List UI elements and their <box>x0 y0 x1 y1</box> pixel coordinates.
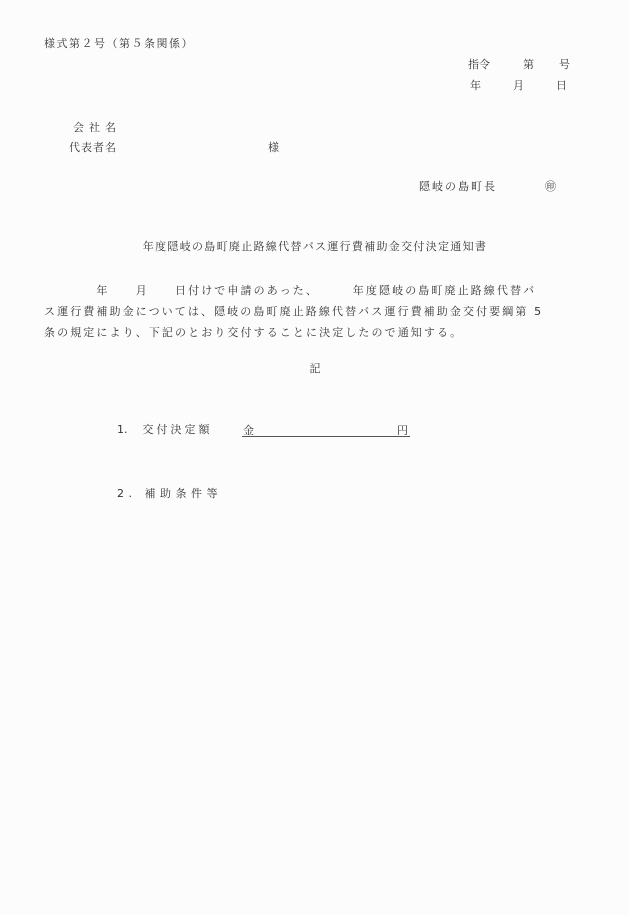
month-label: 月 <box>513 79 524 92</box>
grant-amount-field[interactable] <box>242 420 410 437</box>
item-grant-conditions <box>117 487 222 501</box>
day-label: 日 <box>556 79 567 92</box>
item-label: 補助条件等 <box>144 487 222 500</box>
item-grant-amount <box>117 423 213 437</box>
seal-mark-icon: ㊞ <box>545 180 556 193</box>
item-label: 交付決定額 <box>142 423 213 436</box>
amount-prefix: 金 <box>243 424 254 437</box>
form-number-label: 様式第２号（第５条関係） <box>44 37 194 50</box>
honorific-label: 様 <box>268 141 279 154</box>
document-title: 年度隠岐の島町廃止路線代替バス運行費補助金交付決定通知書 <box>142 240 488 253</box>
issuer-name: 隠岐の島町長 <box>419 180 497 193</box>
amount-suffix: 円 <box>397 424 408 437</box>
item-number: 1. <box>117 423 128 436</box>
directive-label: 指令 <box>468 58 490 71</box>
number-prefix-label: 第 <box>523 58 534 71</box>
body-line: ス運行費補助金については、隠岐の島町廃止路線代替バス運行費補助金交付要綱第 5 <box>44 305 544 318</box>
body-line: 年 月 日付けで申請のあった、 年度隠岐の島町廃止路線代替バ <box>44 284 537 297</box>
body-line: 条の規定により、下記のとおり交付することに決定したので通知する。 <box>44 326 464 339</box>
number-suffix-label: 号 <box>559 58 570 71</box>
notice-body <box>44 280 592 343</box>
record-heading: 記 <box>309 362 321 375</box>
company-name-label: 会社名 <box>73 121 121 134</box>
year-label: 年 <box>470 79 481 92</box>
representative-name-label: 代表者名 <box>69 141 117 154</box>
item-number: 2. <box>117 487 137 500</box>
